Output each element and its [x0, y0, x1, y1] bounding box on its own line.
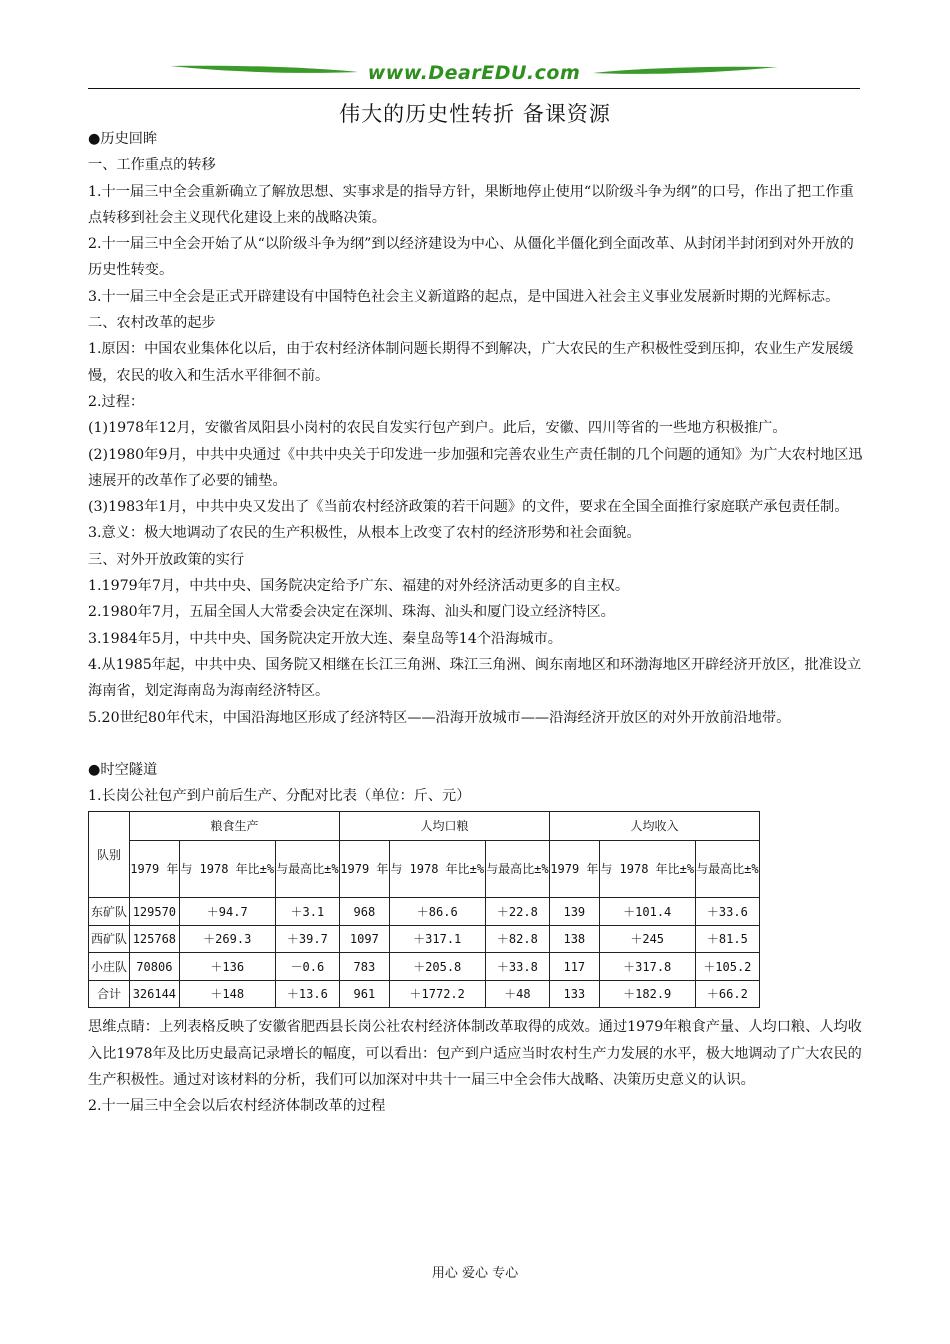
- table-cell: ＋1772.2: [389, 980, 485, 1008]
- table-cell: －0.6: [275, 953, 339, 981]
- paragraph: 2.十一届三中全会以后农村经济体制改革的过程: [88, 1098, 386, 1115]
- table-cell: 783: [339, 953, 389, 981]
- group-header: 人均口粮: [339, 812, 549, 841]
- table-cell: ＋86.6: [389, 898, 485, 926]
- sub-header: 与 1978 年比±%: [389, 841, 485, 898]
- analysis-paragraph: 思维点睛：上列表格反映了安徽省肥西县长岗公社农村经济体制改革取得的成效。通过1979年粮食产量、人均口粮、人均收入比1978年及比历史最高记录增长的幅度，可以看出：包产到户适应当时农村生产力发展的水平，极大地调动了广大农民的生产积极性。通过对该材料的分析，我们可以加深对中共十一届三中全会伟大战略、决策历史意义的认识。: [88, 1019, 862, 1089]
- table-cell: ＋33.8: [485, 953, 549, 981]
- table-cell: ＋33.6: [695, 898, 759, 926]
- section-heading-tunnel: ●时空隧道: [88, 761, 158, 778]
- paragraph: 4.从1985年起，中共中央、国务院又相继在长江三角洲、珠江三角洲、闽东南地区和环渤海地区开辟经济开放区，批准设立海南省，划定海南岛为海南经济特区。: [88, 656, 862, 700]
- table-cell: ＋82.8: [485, 925, 549, 953]
- table-cell: ＋148: [179, 980, 275, 1008]
- paragraph: (3)1983年1月，中共中央又发出了《当前农村经济政策的若干问题》的文件，要求在全国全面推行家庭联产承包责任制。: [88, 499, 849, 516]
- sub-header: 与最高比±%: [275, 841, 339, 898]
- table-header-row: [89, 812, 760, 841]
- sub-header: 1979 年: [339, 841, 389, 898]
- table-cell: ＋22.8: [485, 898, 549, 926]
- table-cell: 125768: [130, 925, 180, 953]
- table-cell: 东矿队: [89, 898, 130, 926]
- section-heading-2: 二、农村改革的起步: [88, 315, 216, 332]
- header-rule: [88, 88, 860, 89]
- section-heading-3: 三、对外开放政策的实行: [88, 551, 245, 568]
- section-heading-1: 一、工作重点的转移: [88, 157, 216, 174]
- table-row: [89, 925, 760, 953]
- group-header: 人均收入: [549, 812, 759, 841]
- table-cell: ＋94.7: [179, 898, 275, 926]
- team-header: 队别: [89, 812, 130, 898]
- sub-header: 与最高比±%: [695, 841, 759, 898]
- comparison-table-wrap: [88, 811, 864, 1008]
- site-logo[interactable]: www.DearEDU.com: [367, 62, 581, 84]
- table-cell: 968: [339, 898, 389, 926]
- page-title: 伟大的历史性转折 备课资源: [339, 102, 611, 126]
- table-subheader-row: [89, 841, 760, 898]
- table-cell: 138: [549, 925, 599, 953]
- sub-header: 1979 年: [549, 841, 599, 898]
- table-cell: ＋13.6: [275, 980, 339, 1008]
- table-cell: ＋81.5: [695, 925, 759, 953]
- paragraph: (2)1980年9月，中共中央通过《中共中央关于印发进一步加强和完善农业生产责任制的几个问题的通知》为广大农村地区迅速展开的改革作了必要的铺垫。: [88, 446, 863, 489]
- table-cell: 合计: [89, 980, 130, 1008]
- site-header: [88, 56, 860, 90]
- paragraph: 2.1980年7月，五届全国人大常委会决定在深圳、珠海、汕头和厦门设立经济特区。: [88, 604, 615, 621]
- paragraph: 3.十一届三中全会是正式开辟建设有中国特色社会主义新道路的起点，是中国进入社会主义事业发展新时期的光辉标志。: [88, 288, 840, 305]
- paragraph: 2.十一届三中全会开始了从“以阶级斗争为纲”到以经济建设为中心、从僵化半僵化到全面改革、从封闭半封闭到对外开放的历史性转变。: [88, 236, 854, 279]
- table-cell: 小庄队: [89, 953, 130, 981]
- comparison-table: [88, 811, 760, 1008]
- table-cell: ＋136: [179, 953, 275, 981]
- paragraph: 1.十一届三中全会重新确立了解放思想、实事求是的指导方针，果断地停止使用“以阶级斗争为纲”的口号，作出了把工作重点转移到社会主义现代化建设上来的战略决策。: [88, 183, 854, 226]
- table-cell: ＋39.7: [275, 925, 339, 953]
- paragraph: (1)1978年12月，安徽省凤阳县小岗村的农民自发实行包产到户。此后，安徽、四川等省的一些地方积极推广。: [88, 420, 787, 437]
- table-cell: 1097: [339, 925, 389, 953]
- table-cell: ＋317.1: [389, 925, 485, 953]
- paragraph: 1.1979年7月，中共中央、国务院决定给予广东、福建的对外经济活动更多的自主权。: [88, 578, 630, 595]
- table-cell: 139: [549, 898, 599, 926]
- table-cell: ＋3.1: [275, 898, 339, 926]
- table-cell: 西矿队: [89, 925, 130, 953]
- table-row: [89, 953, 760, 981]
- table-cell: ＋205.8: [389, 953, 485, 981]
- paragraph: 1.原因：中国农业集体化以后，由于农村经济体制问题长期得不到解决，广大农民的生产积极性受到压抑，农业生产发展缓慢，农民的收入和生活水平徘徊不前。: [88, 341, 854, 384]
- section-heading-review: ●历史回眸: [88, 131, 158, 147]
- table-cell: ＋317.8: [599, 953, 695, 981]
- table-cell: ＋182.9: [599, 980, 695, 1008]
- document-body: [88, 126, 864, 1120]
- sub-header: 与最高比±%: [485, 841, 549, 898]
- table-row: [89, 898, 760, 926]
- group-header: 粮食生产: [130, 812, 340, 841]
- table-cell: ＋245: [599, 925, 695, 953]
- paragraph: 2.过程：: [88, 393, 145, 410]
- table-cell: ＋269.3: [179, 925, 275, 953]
- table-caption: 1.长岗公社包产到户前后生产、分配对比表（单位：斤、元）: [88, 788, 471, 805]
- table-cell: ＋105.2: [695, 953, 759, 981]
- table-cell: ＋66.2: [695, 980, 759, 1008]
- table-cell: 129570: [130, 898, 180, 926]
- paragraph: 3.1984年5月，中共中央、国务院决定开放大连、秦皇岛等14个沿海城市。: [88, 630, 562, 647]
- table-cell: 326144: [130, 980, 180, 1008]
- table-cell: 117: [549, 953, 599, 981]
- sub-header: 与 1978 年比±%: [179, 841, 275, 898]
- table-cell: 70806: [130, 953, 180, 981]
- table-cell: 961: [339, 980, 389, 1008]
- table-cell: ＋48: [485, 980, 549, 1008]
- page-footer: 用心 爱心 专心: [431, 1266, 519, 1281]
- table-cell: ＋101.4: [599, 898, 695, 926]
- table-cell: 133: [549, 980, 599, 1008]
- sub-header: 1979 年: [130, 841, 180, 898]
- paragraph: 5.20世纪80年代末，中国沿海地区形成了经济特区——沿海开放城市——沿海经济开放区的对外开放前沿地带。: [88, 709, 791, 726]
- paragraph: 3.意义：极大地调动了农民的生产积极性，从根本上改变了农村的经济形势和社会面貌。: [88, 525, 641, 542]
- table-row-total: [89, 980, 760, 1008]
- sub-header: 与 1978 年比±%: [599, 841, 695, 898]
